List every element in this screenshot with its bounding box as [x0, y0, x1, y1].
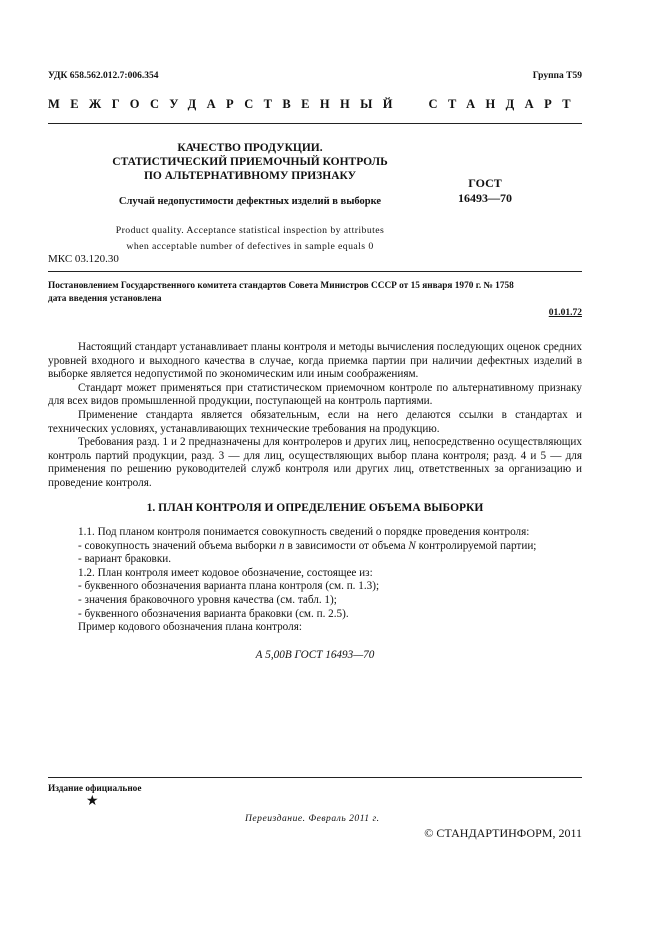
english-title-line: when acceptable number of defectives in sample equals 0	[126, 241, 374, 252]
paragraph: Пример кодового обозначения плана контроля:	[78, 621, 302, 634]
section-heading: 1. ПЛАН КОНТРОЛЯ И ОПРЕДЕЛЕНИЕ ОБЪЕМА ВЫБОРКИ	[146, 502, 484, 514]
intro-text	[48, 341, 582, 491]
title-line: СТАТИСТИЧЕСКИЙ ПРИЕМОЧНЫЙ КОНТРОЛЬ	[112, 156, 388, 168]
decree-line: дата введения установлена	[48, 294, 162, 304]
footer-divider	[48, 777, 582, 778]
banner-standard: СТАНДАРТ	[428, 97, 581, 111]
copyright: © СТАНДАРТИНФОРМ, 2011	[424, 826, 582, 840]
paragraph: Требования разд. 1 и 2 предназначены для контролеров и других лиц, непосредственно осуществляющих контроль партий продукции, разд. 3 — для лиц, осуществляющих выбор плана контроля; разд. 4 и 5 — для применения по решению руководителей служб контроля или других лиц, ответственных за организацию и проведение контроля.	[48, 436, 582, 489]
section-1-text	[48, 526, 582, 635]
list-item: - вариант браковки.	[78, 553, 172, 566]
variable-N: N	[408, 539, 416, 552]
group-code: Группа Т59	[532, 71, 582, 81]
english-title-line: Product quality. Acceptance statistical inspection by attributes	[115, 225, 385, 236]
title-line: ПО АЛЬТЕРНАТИВНОМУ ПРИЗНАКУ	[143, 170, 357, 182]
star-icon: ★	[86, 794, 99, 809]
gost-label: ГОСТ	[468, 176, 502, 190]
reissue-note: Переиздание. Февраль 2011 г.	[245, 813, 380, 824]
list-item: - совокупность значений объема выборки n в зависимости от объема N контролируемой партии;	[78, 539, 537, 552]
list-item: - буквенного обозначения варианта браковки (см. п. 2.5).	[78, 607, 349, 620]
introduction-date: 01.01.72	[548, 308, 582, 318]
mks-code: МКС 03.120.30	[48, 253, 119, 265]
decree-text	[48, 280, 582, 306]
paragraph: 1.1. Под планом контроля понимается совокупность сведений о порядке проведения контроля:	[78, 526, 530, 538]
mks-divider	[48, 271, 582, 272]
variable-n: n	[279, 539, 285, 552]
code-example: А 5,00В ГОСТ 16493—70	[255, 649, 375, 661]
udk-code: УДК 658.562.012.7:006.354	[48, 71, 159, 81]
document-title	[80, 141, 420, 183]
decree-line: Постановлением Государственного комитета стандартов Совета Министров СССР от 15 января 1970 г. № 1758	[48, 281, 514, 291]
header-divider	[48, 123, 582, 124]
gost-number: 16493—70	[458, 191, 512, 205]
gost-designation	[440, 176, 530, 206]
list-item: - значения браковочного уровня качества (см. табл. 1);	[78, 593, 337, 606]
paragraph: Стандарт может применяться при статистическом приемочном контроле по альтернативному признаку для всех видов промышленной продукции, поступающей на контроль партиями.	[48, 381, 582, 408]
edition-label: Издание официальное	[48, 784, 142, 794]
banner-interstate: МЕЖГОСУДАРСТВЕННЫЙ	[48, 97, 403, 111]
paragraph: Настоящий стандарт устанавливает планы контроля и методы вычисления последующих оценок средних уровней входного и выходного качества в случае, когда приемка партии при наличии дефектных изделий в выборке является недопустимой по экономическим или иным соображениям.	[48, 341, 582, 381]
title-line: КАЧЕСТВО ПРОДУКЦИИ.	[177, 142, 323, 154]
paragraph: 1.2. План контроля имеет кодовое обозначение, состоящее из:	[78, 566, 373, 579]
list-item: - буквенного обозначения варианта плана контроля (см. п. 1.3);	[78, 580, 380, 593]
english-title	[80, 223, 420, 255]
paragraph: Применение стандарта является обязательным, если на него делаются ссылки в стандартах и технических условиях, устанавливающих технические требования на продукцию.	[48, 408, 582, 435]
document-subtitle: Случай недопустимости дефектных изделий в выборке	[118, 196, 382, 207]
